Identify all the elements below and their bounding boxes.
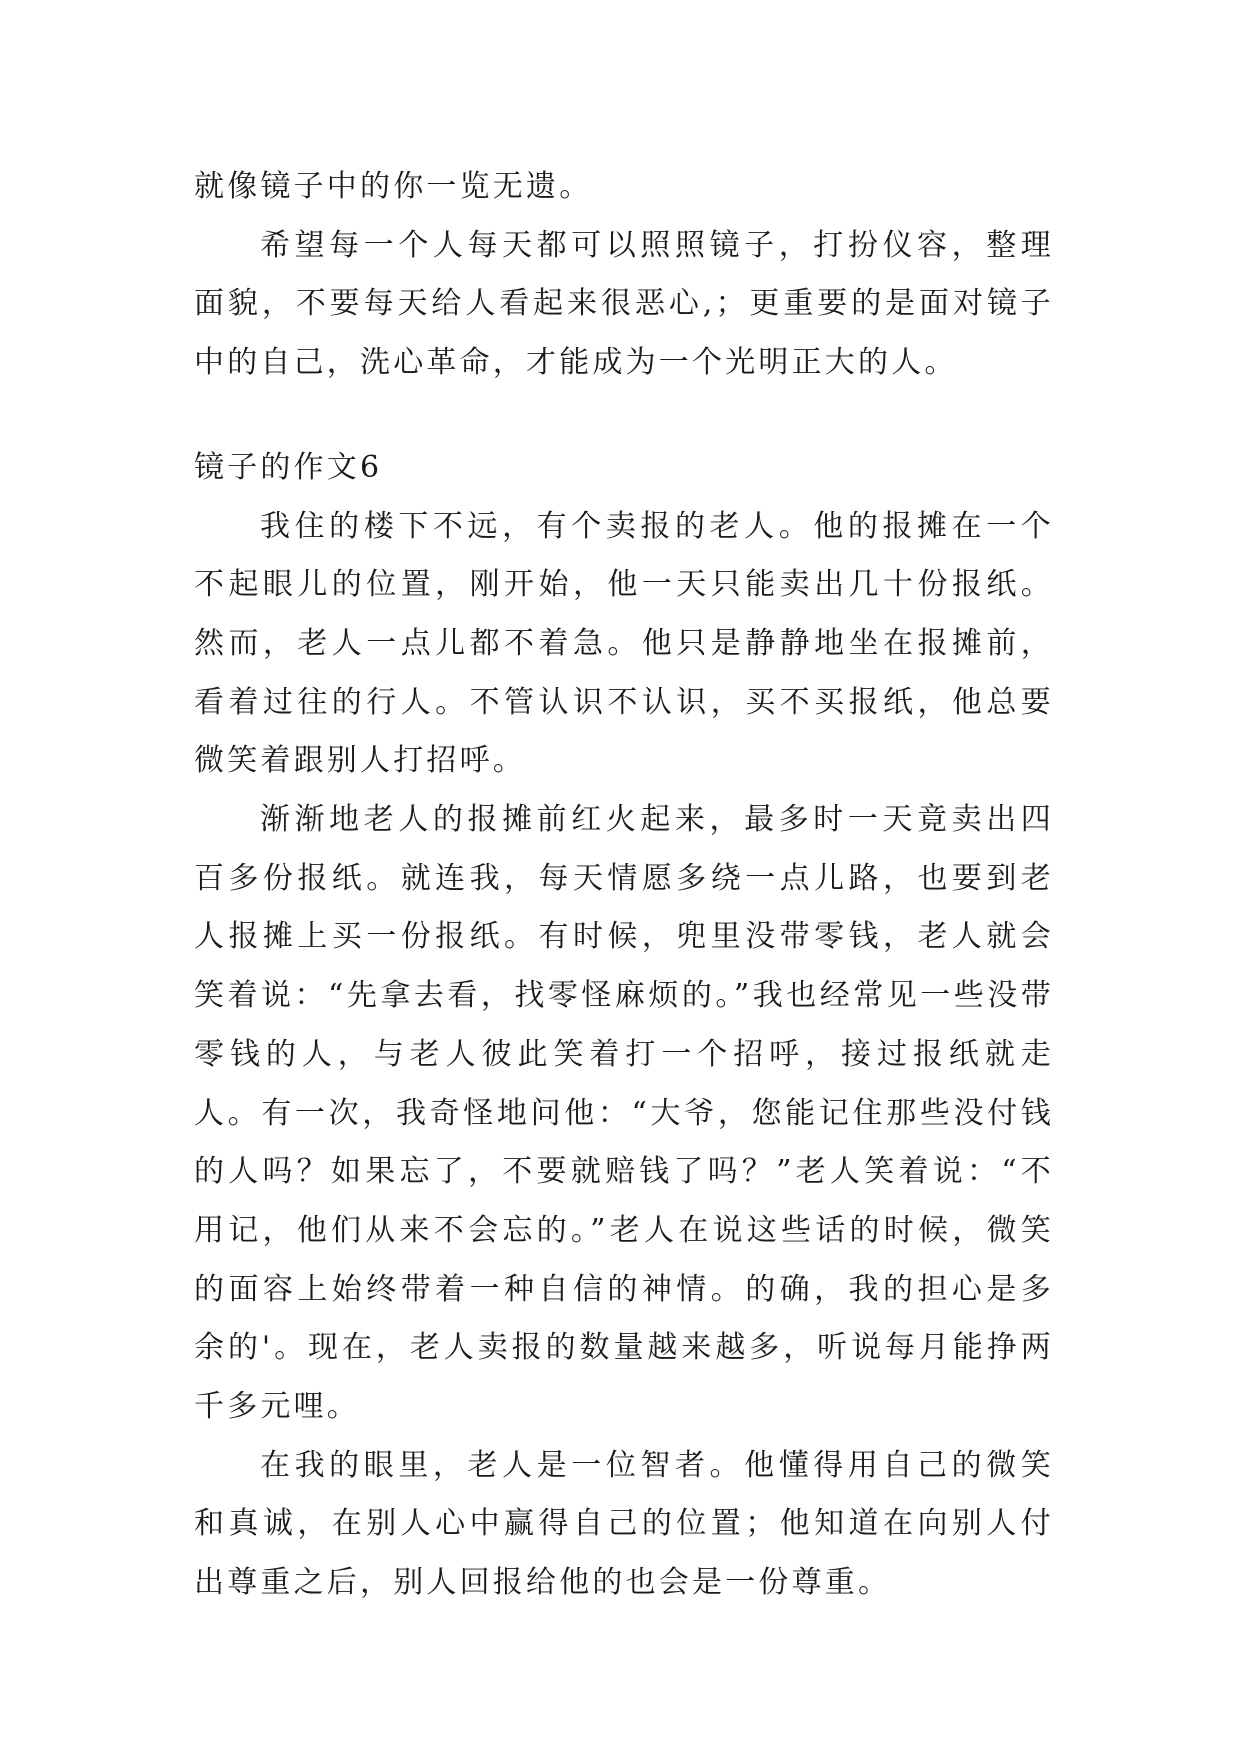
body-paragraph: 希望每一个人每天都可以照照镜子，打扮仪容，整理面貌，不要每天给人看起来很恶心,；更重要的是面对镜子中的自己，洗心革命，才能成为一个光明正大的人。 <box>194 227 1054 381</box>
body-paragraph: 在我的眼里，老人是一位智者。他懂得用自己的微笑和真诚，在别人心中赢得自己的位置；他知道在向别人付出尊重之后，别人回报给他的也会是一份尊重。 <box>194 1447 1054 1601</box>
section-gap <box>194 393 1054 439</box>
body-paragraph: 渐渐地老人的报摊前红火起来，最多时一天竟卖出四百多份报纸。就连我，每天情愿多绕一点儿路，也要到老人报摊上买一份报纸。有时候，兜里没带零钱，老人就会笑着说：“先拿去看，找零怪麻烦的。”我也经常见一些没带零钱的人，与老人彼此笑着打一个招呼，接过报纸就走人。有一次，我奇怪地问他：“大爷，您能记住那些没付钱的人吗？如果忘了，不要就赔钱了吗？”老人笑着说：“不用记，他们从来不会忘的。”老人在说这些话的时候，微笑的面容上始终带着一种自信的神情。的确，我的担心是多余的'。现在，老人卖报的数量越来越多，听说每月能挣两千多元哩。 <box>194 802 1054 1425</box>
body-paragraph: 我住的楼下不远，有个卖报的老人。他的报摊在一个不起眼儿的位置，刚开始，他一天只能卖出几十份报纸。然而，老人一点儿都不着急。他只是静静地坐在报摊前，看着过往的行人。不管认识不认识，买不买报纸，他总要微笑着跟别人打招呼。 <box>194 508 1054 779</box>
document-page <box>194 158 1054 1613</box>
section-title: 镜子的作文6 <box>194 449 383 485</box>
continuation-paragraph: 就像镜子中的你一览无遗。 <box>194 169 593 204</box>
